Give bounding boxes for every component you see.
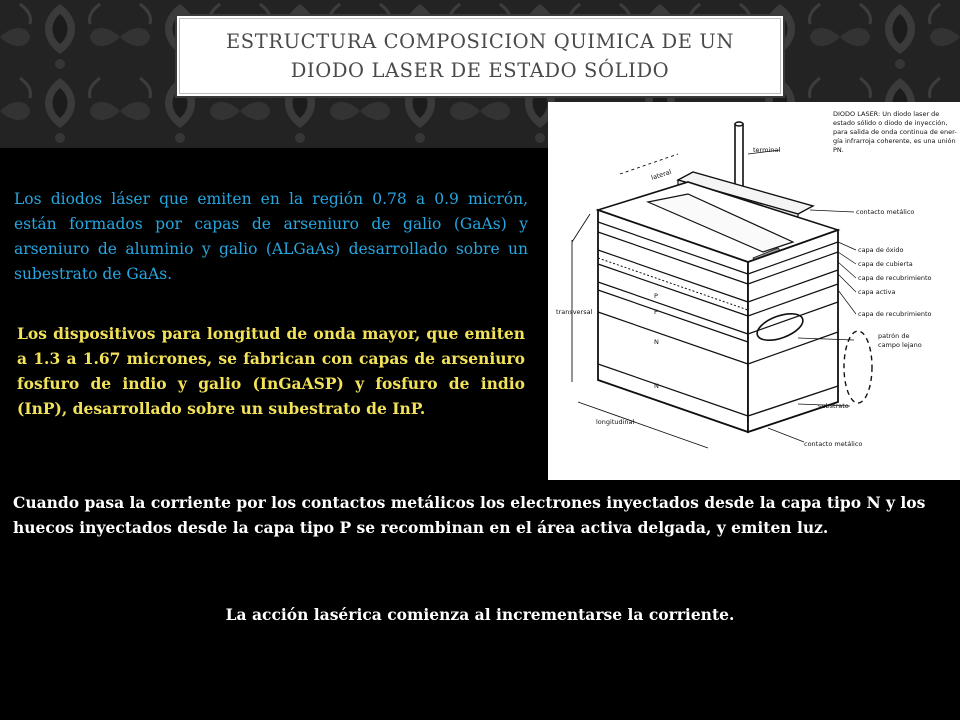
laser-diode-illustration <box>548 102 960 480</box>
layer-n-1: N <box>654 338 659 346</box>
label-contacto-metalico-top: contacto metálico <box>856 208 915 216</box>
caption-line-5: PN. <box>833 146 844 154</box>
caption-line-4: gía infrarroja coherente, es una unión <box>833 137 956 145</box>
caption-line-3: para salida de onda continua de ener- <box>833 128 957 136</box>
paragraph-lasing: La acción lasérica comienza al incrementarse la corriente. <box>225 605 735 624</box>
label-lateral: lateral <box>650 167 673 182</box>
label-capa-recubrimiento-1: capa de recubrimiento <box>858 274 932 282</box>
diagram-caption <box>833 110 957 154</box>
page-title: ESTRUCTURA COMPOSICION QUIMICA DE UN DIODO LASER DE ESTADO SÓLIDO <box>225 30 735 82</box>
laser-diode-diagram <box>548 102 960 480</box>
label-patron-line-2: campo lejano <box>878 341 922 349</box>
label-capa-oxido: capa de óxido <box>858 246 904 254</box>
label-transversal: transversal <box>556 308 593 316</box>
label-capa-recubrimiento-2: capa de recubrimiento <box>858 310 932 318</box>
layer-p-2: P <box>654 308 658 316</box>
label-contacto-metalico-bottom: contacto metálico <box>804 440 863 448</box>
paragraph-recombination: Cuando pasa la corriente por los contactos metálicos los electrones inyectados desde la capa tipo N y los huecos inyectados desde la capa tipo P se recombinan en el área activa delgada, y emiten luz. <box>13 493 926 537</box>
label-longitudinal: longitudinal <box>596 418 635 426</box>
paragraph-gaas: Los diodos láser que emiten en la región 0.78 a 0.9 micrón, están formados por capas de arseniuro de galio (GaAs) y arseniuro de aluminio y galio (ALGaAs) desarrollado sobre un subestrato de GaAs. <box>14 190 528 283</box>
layer-n-2: N <box>654 382 659 390</box>
caption-line-2: estado sólido o diodo de inyección, <box>833 119 948 127</box>
label-substrato: substrato <box>818 402 849 410</box>
label-patron-line-1: patrón de <box>878 332 910 340</box>
label-capa-cubierta: capa de cubierta <box>858 260 913 268</box>
layer-p-1: P <box>654 292 658 300</box>
label-terminal: terminal <box>753 146 781 154</box>
paragraph-ingaasp: Los dispositivos para longitud de onda mayor, que emiten a 1.3 a 1.67 micrones, se fabrican con capas de arseniuro fosfuro de indio y galio (InGaASP) y fosfuro de indio (InP), desarrollado sobre un subestrato de InP. <box>17 324 525 418</box>
far-field-pattern <box>844 331 872 403</box>
caption-line-1: DIODO LASER: Un diodo laser de <box>833 110 940 118</box>
title-box <box>175 14 785 98</box>
label-capa-activa: capa activa <box>858 288 896 296</box>
